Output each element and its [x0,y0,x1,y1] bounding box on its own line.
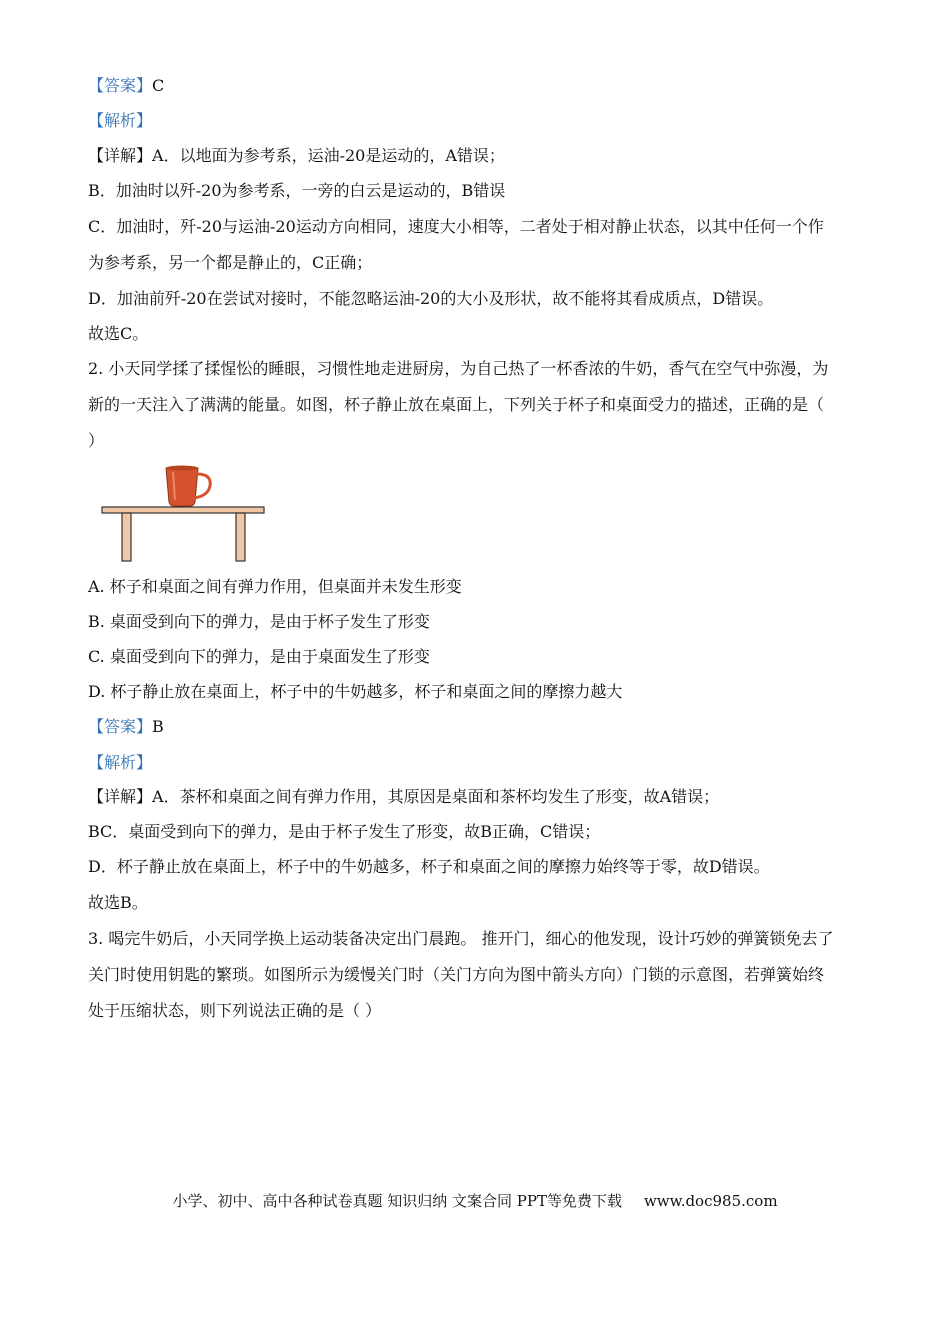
table-icon [102,507,264,561]
analysis-tag: 【解析】 [88,111,153,130]
q1-detail-first: 【详解】A．以地面为参考系，运油-20是运动的，A错误； [88,146,505,165]
detail-tag: 【详解】 [88,787,153,806]
q2-stem-line: 新的一天注入了满满的能量。如图，杯子静止放在桌面上，下列关于杯子和桌面受力的描述，正确的是（ [88,395,825,414]
q2-stem-line: ） [88,431,105,450]
option-c: C. 桌面受到向下的弹力，是由于桌面发生了形变 [88,647,430,666]
q2-detail-first: 【详解】A．茶杯和桌面之间有弹力作用，其原因是桌面和茶杯均发生了形变，故A错误； [88,787,720,806]
q3-stem-line: 3. 喝完牛奶后，小天同学换上运动装备决定出门晨跑。 推开门，细心的他发现，设计巧妙的弹簧锁免去了 [88,929,834,948]
q3-stem-line: 处于压缩状态，则下列说法正确的是（ ） [88,1001,382,1020]
footer-url[interactable]: www.doc985.com [643,1192,778,1210]
detail-line: B．加油时以歼-20为参考系，一旁的白云是运动的，B错误 [88,181,506,200]
page-footer [0,1190,950,1211]
cup-icon [166,466,210,507]
footer-text: 小学、初中、高中各种试卷真题 知识归纳 文案合同 PPT等免费下载 [172,1192,622,1210]
q2-answer-row [88,716,164,738]
detail-line: BC．桌面受到向下的弹力，是由于杯子发生了形变，故B正确，C错误； [88,822,601,841]
detail-line: D．杯子静止放在桌面上，杯子中的牛奶越多，杯子和桌面之间的摩擦力始终等于零，故D错误。 [88,857,770,876]
analysis-tag: 【解析】 [88,753,153,772]
option-d: D. 杯子静止放在桌面上，杯子中的牛奶越多，杯子和桌面之间的摩擦力越大 [88,682,623,701]
answer-tag: 【答案】 [88,717,153,736]
answer-value: C [152,76,165,95]
conclusion-line: 故选C。 [88,324,149,343]
option-b: B. 桌面受到向下的弹力，是由于杯子发生了形变 [88,612,430,631]
option-a: A. 杯子和桌面之间有弹力作用，但桌面并未发生形变 [88,577,462,596]
detail-line: 为参考系，另一个都是静止的，C正确； [88,253,373,272]
q3-stem-line: 关门时使用钥匙的繁琐。如图所示为缓慢关门时（关门方向为图中箭头方向）门锁的示意图，若弹簧始终 [88,965,825,984]
detail-tag: 【详解】 [88,146,153,165]
q2-stem-line: 2. 小天同学揉了揉惺忪的睡眼，习惯性地走进厨房，为自己热了一杯香浓的牛奶，香气在空气中弥漫，为 [88,359,829,378]
detail-line: D．加油前歼-20在尝试对接时，不能忽略运油-20的大小及形状，故不能将其看成质点，D错误。 [88,289,774,308]
detail-line: C．加油时，歼-20与运油-20运动方向相同，速度大小相等，二者处于相对静止状态，以其中任何一个作 [88,217,824,236]
answer-tag: 【答案】 [88,76,153,95]
answer-value: B [152,717,164,736]
q1-answer-row [88,75,164,97]
conclusion-line: 故选B。 [88,893,148,912]
cup-on-table-figure [100,462,268,566]
